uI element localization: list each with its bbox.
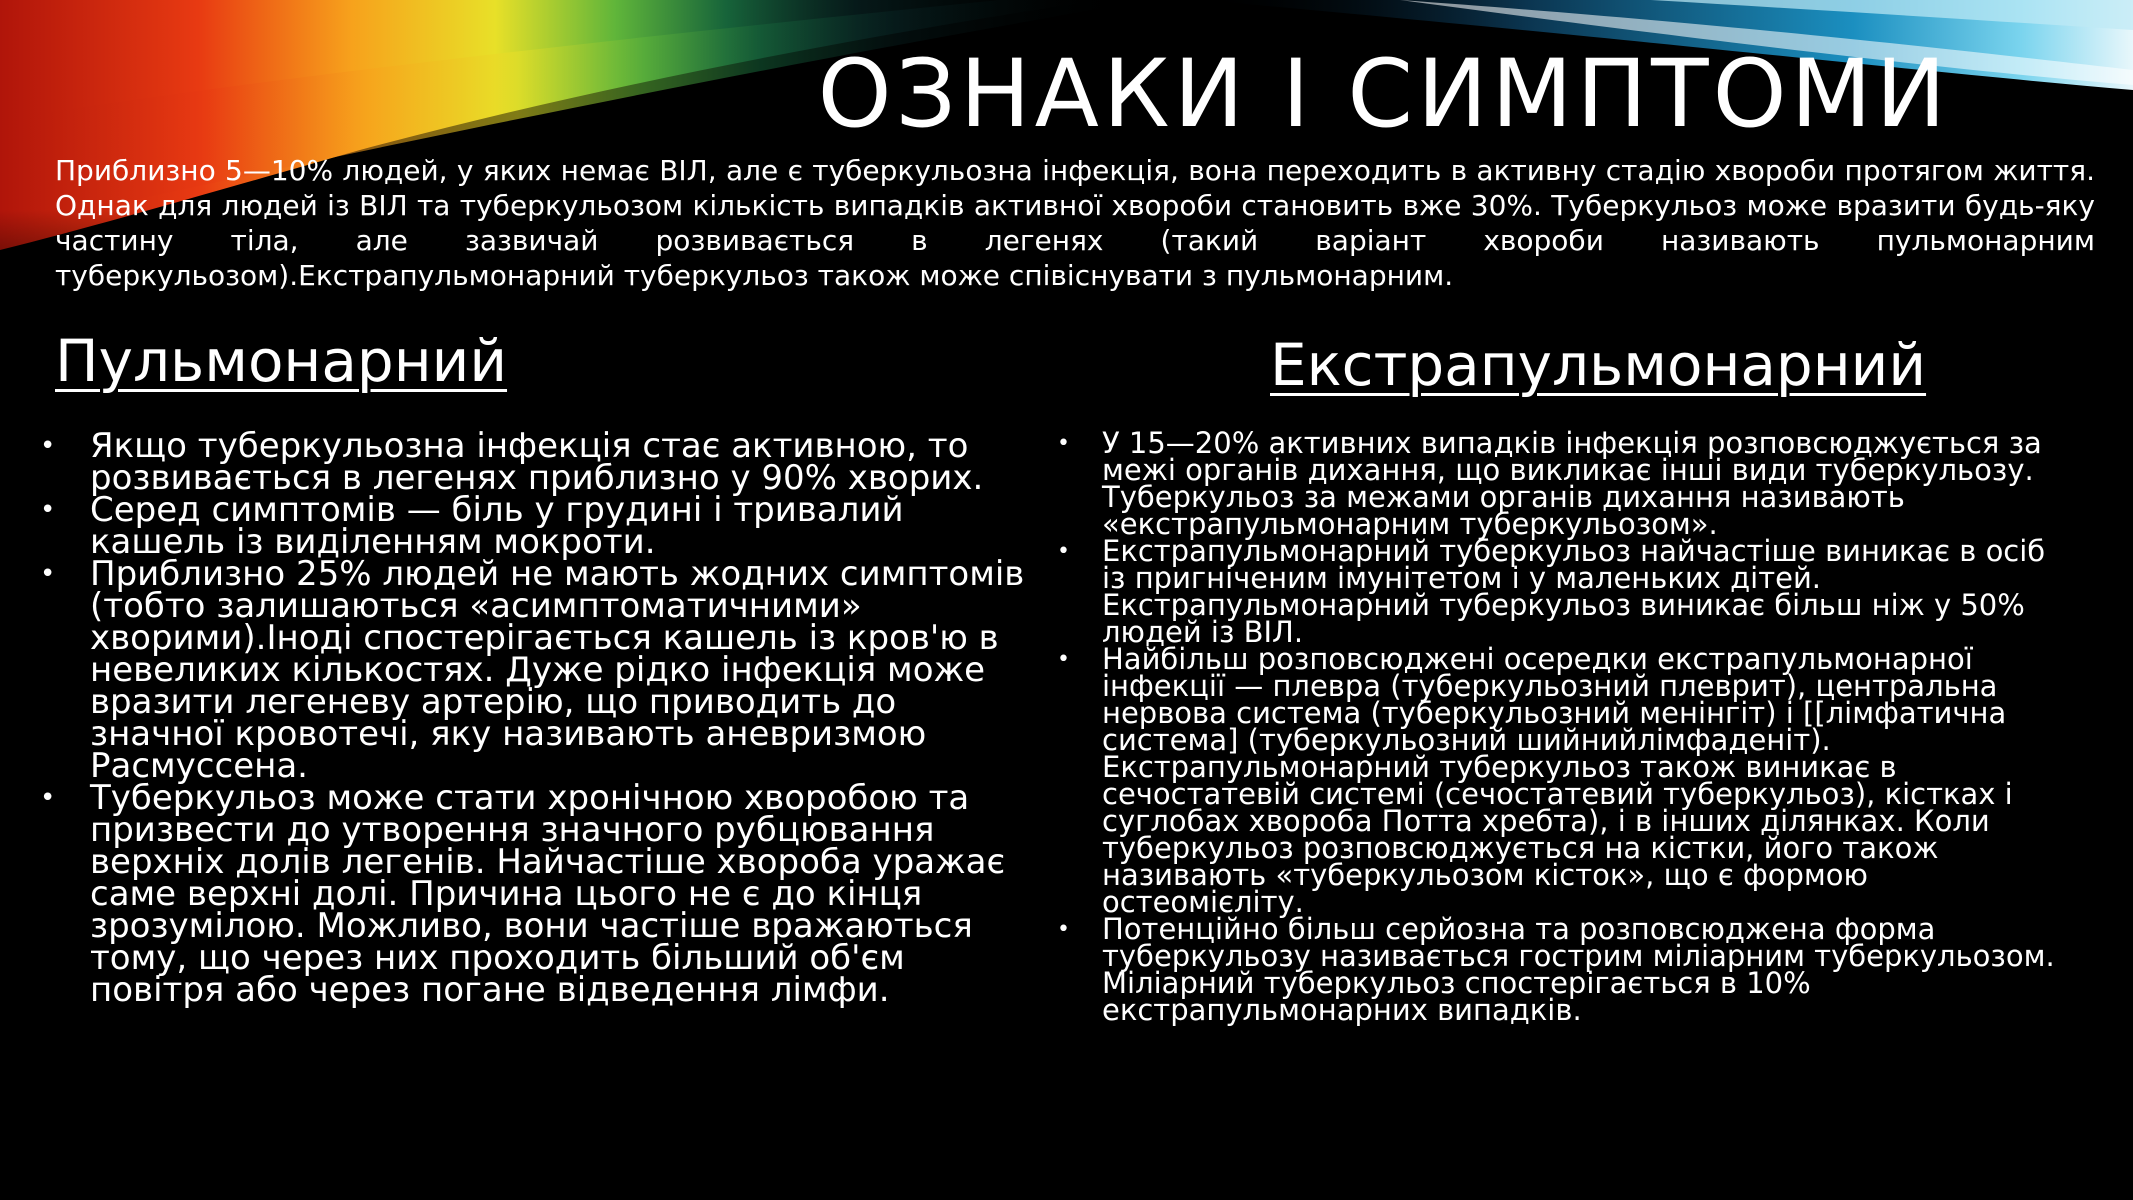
- extrapulmonary-list: [1057, 426, 2077, 1027]
- bullet-icon: •: [40, 431, 56, 461]
- list-item: [40, 490, 1040, 562]
- pulmonary-list: [40, 426, 1040, 1010]
- heading-pulmonary: Пульмонарний: [55, 327, 508, 395]
- heading-extrapulmonary: Екстрапульмонарний: [1270, 331, 1927, 399]
- list-item: [1057, 426, 2077, 541]
- list-item-text: Приблизно 25% людей не мають жодних симптомів (тобто залишаються «асимптоматичними» хворими).Іноді спостерігається кашель із кров'ю в невеликих кількостях. Дуже рідко інфекція може вразити легеневу артерію, що приводить до значної кровотечі, яку називають аневризмою Расмуссена.: [90, 554, 1025, 786]
- list-item: [1057, 642, 2077, 919]
- slide-title: ОЗНАКИ І СИМПТОМИ: [817, 40, 1950, 149]
- list-item: [40, 426, 1040, 498]
- list-item: [1057, 912, 2077, 1027]
- list-item-text: Найбільш розповсюджені осередки екстрапульмонарної інфекції — плевра (туберкульозний плеврит), центральна нервова система (туберкульозний менінгіт) і [[лімфатична система] (туберкульозний шийнийлімфаденіт). Екстрапульмонарний туберкульоз також виникає в сечостатевій системі (сечостатевий туберкульоз), кістках і суглобах хвороба Потта хребта), і в інших ділянках. Коли туберкульоз розповсюджується на кістки, його також називають «туберкульозом кісток», що є формою остеомієліту.: [1102, 642, 2013, 919]
- bullet-icon: •: [1057, 431, 1070, 456]
- list-item-text: Екстрапульмонарний туберкульоз найчастіше виникає в осіб із пригніченим імунітетом і у маленьких дітей. Екстрапульмонарний туберкульоз виникає більш ніж у 50% людей із ВІЛ.: [1102, 534, 2046, 649]
- list-item: [40, 778, 1040, 1010]
- bullet-icon: •: [1057, 539, 1070, 564]
- list-item-text: Туберкульоз може стати хронічною хворобою та призвести до утворення значного рубцювання верхніх долів легенів. Найчастіше хвороба уражає саме верхні долі. Причина цього не є до кінця зрозумілою. Можливо, вони частіше вражаються тому, що через них проходить більший об'єм повітря або через погане відведення лімфи.: [90, 778, 1006, 1010]
- bullet-icon: •: [40, 495, 56, 525]
- list-item: [1057, 534, 2077, 649]
- list-item-text: Серед симптомів — біль у грудині і тривалий кашель із виділенням мокроти.: [90, 490, 904, 562]
- list-item-text: У 15—20% активних випадків інфекція розповсюджується за межі органів дихання, що викликає інші види туберкульозу. Туберкульоз за межами органів дихання називають «екстрапульмонарним туберкульозом».: [1102, 426, 2042, 541]
- bullet-icon: •: [1057, 647, 1070, 672]
- bullet-icon: •: [40, 783, 56, 813]
- intro-paragraph: Приблизно 5—10% людей, у яких немає ВІЛ, але є туберкульозна інфекція, вона переходить в активну стадію хвороби протягом життя. Однак для людей із ВІЛ та туберкульозом кількість випадків активної хвороби становить вже 30%. Туберкульоз може вразити будь-яку частину тіла, але зазвичай розвивається в легенях (такий варіант хвороби називають пульмонарним туберкульозом).Екстрапульмонарний туберкульоз також може співіснувати з пульмонарним.: [55, 154, 2095, 292]
- bullet-icon: •: [40, 559, 56, 589]
- list-item: [40, 554, 1040, 786]
- bullet-icon: •: [1057, 917, 1070, 942]
- list-item-text: Якщо туберкульозна інфекція стає активною, то розвивається в легенях приблизно у 90% хворих.: [90, 426, 984, 498]
- list-item-text: Потенційно більш серйозна та розповсюджена форма туберкульозу називається гострим міліарним туберкульозом. Міліарний туберкульоз спостерігається в 10% екстрапульмонарних випадків.: [1102, 912, 2055, 1027]
